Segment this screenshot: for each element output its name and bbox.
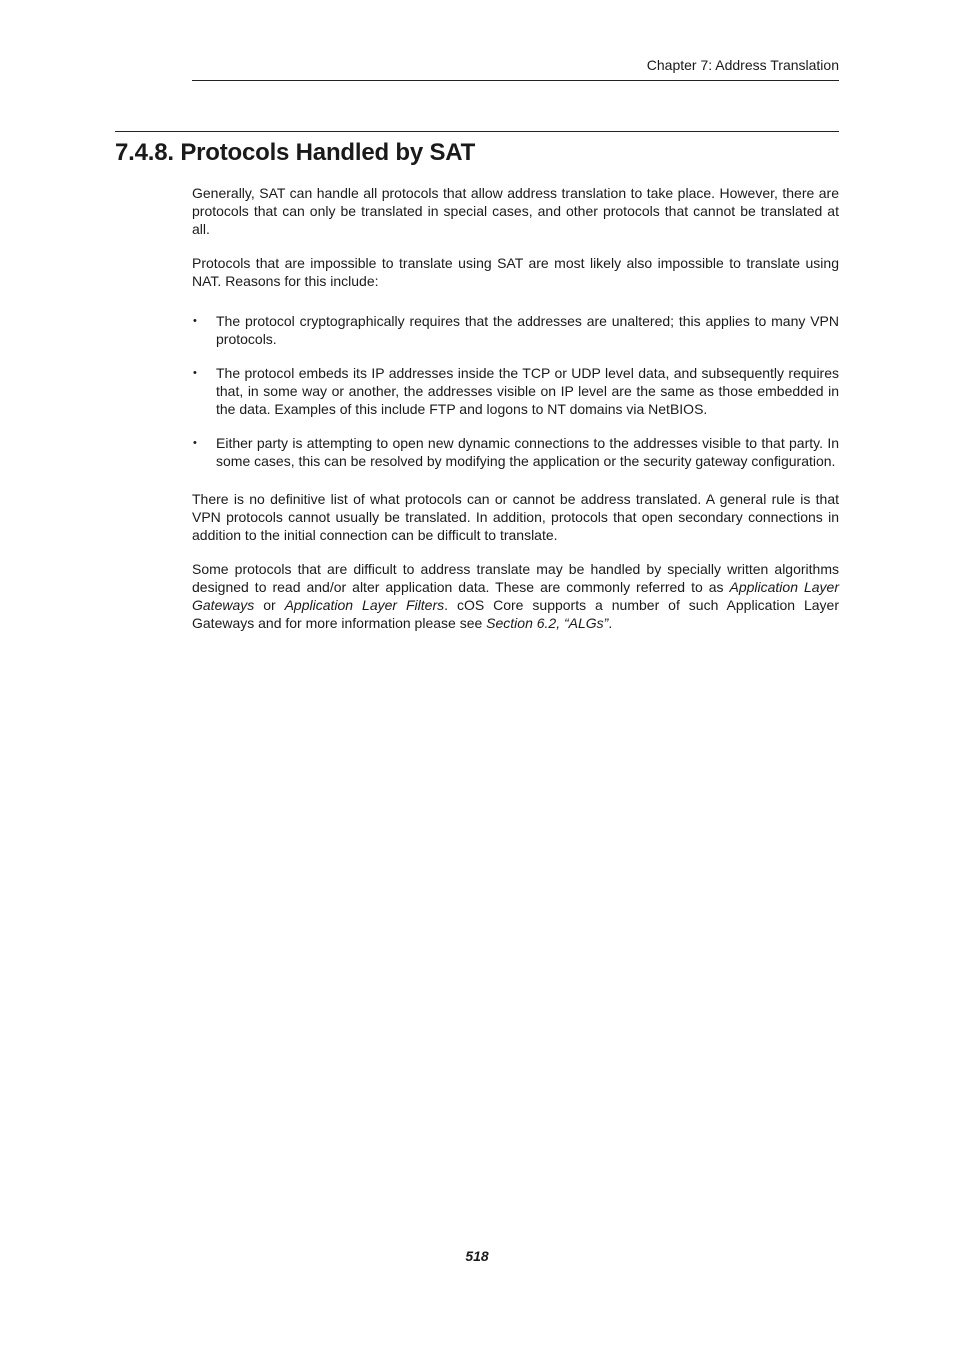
paragraph-general-rule: There is no definitive list of what protocols can or cannot be address translated. A general rule is that VPN protocols cannot usually be translated. In addition, protocols that open secondary connections in addition to the initial connection can be difficult to translate. bbox=[192, 491, 839, 543]
text-run: . bbox=[608, 615, 613, 631]
paragraph-alg bbox=[192, 560, 839, 632]
term-application-layer-filters: Application Layer Filters bbox=[284, 597, 445, 613]
paragraph-intro: Generally, SAT can handle all protocols that allow address translation to take place. However, there are protocols that can only be translated in special cases, and other protocols that cannot be translated at all. bbox=[192, 185, 839, 237]
running-header bbox=[192, 55, 839, 81]
list-item-text: • Either party is attempting to open new dynamic connections to the addresses visible to that party. In some cases, this can be resolved by modifying the application or the security gateway configuration. bbox=[216, 435, 839, 469]
reasons-list bbox=[192, 312, 839, 470]
text-run: . cOS Core supports a number of such Application Layer Gateways and for more information please see bbox=[192, 597, 840, 631]
chapter-title: Chapter 7: Address Translation bbox=[646, 57, 839, 73]
section-title: 7.4.8. Protocols Handled by SAT bbox=[115, 139, 476, 166]
section-body bbox=[192, 184, 839, 648]
list-item-text: • The protocol embeds its IP addresses inside the TCP or UDP level data, and subsequently requires that, in some way or another, the addresses visible on IP level are the same as those embedded in the data. Examples of this include FTP and logons to NT domains via NetBIOS. bbox=[216, 365, 839, 417]
text-run: or bbox=[254, 597, 285, 613]
paragraph-reasons: Protocols that are impossible to translate using SAT are most likely also impossible to translate using NAT. Reasons for this include: bbox=[192, 255, 839, 289]
term-application-layer-gateways: Application Layer Gateways bbox=[192, 579, 839, 613]
cross-reference-link[interactable]: Section 6.2, “ALGs” bbox=[486, 615, 609, 631]
list-item bbox=[192, 364, 839, 418]
text-run: Some protocols that are difficult to address translate may be handled by specially written algorithms designed to read and/or alter application data. These are commonly referred to as bbox=[192, 561, 839, 595]
list-item bbox=[192, 434, 839, 470]
page-number: 518 bbox=[465, 1248, 489, 1264]
list-item bbox=[192, 312, 839, 348]
section-divider bbox=[115, 131, 839, 132]
list-item-text: • The protocol cryptographically requires that the addresses are unaltered; this applies to many VPN protocols. bbox=[216, 313, 839, 347]
